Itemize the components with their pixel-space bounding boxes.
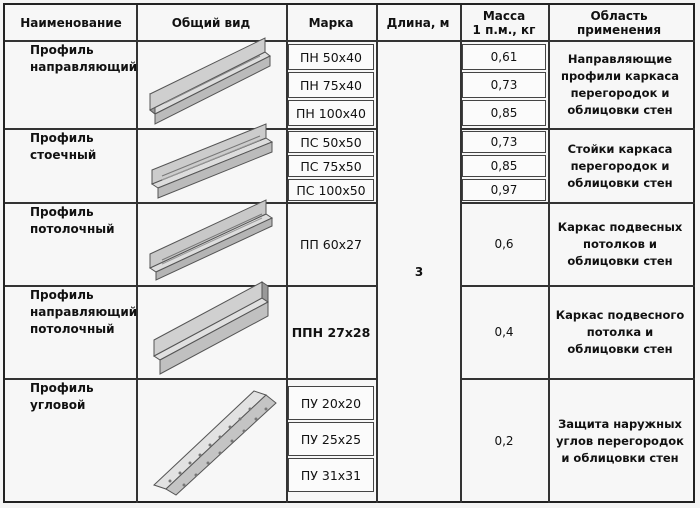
row1-use-line2: профили каркаса [561,69,679,83]
row5-name-line1: Профиль [30,381,94,395]
row3-use-line3: облицовки стен [567,254,673,268]
row5-mass-1: 0,2 [494,433,514,448]
row1-mass-2: 0,73 [462,72,546,98]
row3-name [6,204,136,285]
row1-mark-1: ПН 50х40 [288,44,374,70]
row1-mark-3: ПН 100х40 [288,100,374,126]
header-use [548,7,690,39]
row5-use-line1: Защита наружных [558,416,682,431]
row4-use [550,287,690,378]
row5-use-line2: углов перегородок [556,433,684,448]
row4-use-line3: облицовки стен [567,342,673,356]
row2-use-line3: облицовки стен [567,175,673,190]
ceiling-profile-illustration [146,210,276,280]
corner-profile-illustration [150,385,280,495]
row1-name-line2: направляющий [30,60,138,74]
row2-mass-1: 0,73 [462,131,546,153]
row4-name [6,287,136,378]
ceiling-guide-profile-illustration [150,290,275,375]
header-use-line1: Область [590,9,648,23]
row5-name-line2: угловой [30,398,86,412]
row2-mass-3: 0,97 [462,179,546,201]
row3-name-line2: потолочный [30,222,115,236]
row5-use [550,380,690,502]
row1-use-line3: перегородок и [570,86,670,100]
header-mark: Марка [308,15,354,30]
row5-mark-2: ПУ 25х25 [288,422,374,456]
row4-mass-1: 0,4 [494,325,514,339]
row1-use-line4: облицовки стен [567,103,673,117]
row1-mark-2: ПН 75х40 [288,72,374,98]
row1-use [550,42,690,128]
row1-mass-3: 0,85 [462,100,546,126]
header-length: Длина, м [386,15,450,30]
row4-name-line3: потолочный [30,322,115,336]
row3-name-line1: Профиль [30,205,94,219]
row4-use-line2: потолка и [586,325,654,339]
length-value: 3 [414,264,424,279]
row3-mark-1: ПП 60х27 [300,237,362,252]
row3-use [550,204,690,285]
row2-name-line1: Профиль [30,131,94,145]
row3-use-line1: Каркас подвесных [557,220,683,234]
row5-name [6,380,136,502]
row2-mass-2: 0,85 [462,155,546,177]
row2-mark-2: ПС 75х50 [288,155,374,177]
row2-name [6,130,136,202]
col-divider-1 [136,5,138,503]
row1-name [6,42,136,128]
row2-use-line2: перегородок и [570,158,670,173]
row2-use-line1: Стойки каркаса [567,141,673,156]
row5-mark-1: ПУ 20х20 [288,386,374,420]
row2-name-line2: стоечный [30,148,97,162]
row2-mark-1: ПС 50х50 [288,131,374,153]
row4-mark-1: ППН 27х28 [291,325,371,340]
row3-use-line2: потолков и [583,237,657,251]
row2-use [550,130,690,202]
row5-use-line3: и облицовки стен [561,450,679,465]
row1-use-line1: Направляющие [567,52,673,66]
header-mass-line1: Масса [482,9,526,23]
header-name: Наименование [20,15,122,30]
row1-name-line1: Профиль [30,43,94,57]
header-use-line2: применения [576,23,662,37]
row3-mass-1: 0,6 [494,237,514,251]
header-mass-line2: 1 п.м., кг [472,23,536,37]
row4-name-line1: Профиль [30,288,94,302]
stud-profile-illustration [148,136,276,198]
row5-mark-3: ПУ 31х31 [288,458,374,492]
guide-profile-illustration [145,48,280,123]
header-mass [460,7,548,39]
row4-name-line2: направляющий [30,305,138,319]
row1-mass-1: 0,61 [462,44,546,70]
row4-use-line1: Каркас подвесного [555,308,685,322]
header-view: Общий вид [171,15,251,30]
row2-mark-3: ПС 100х50 [288,179,374,201]
